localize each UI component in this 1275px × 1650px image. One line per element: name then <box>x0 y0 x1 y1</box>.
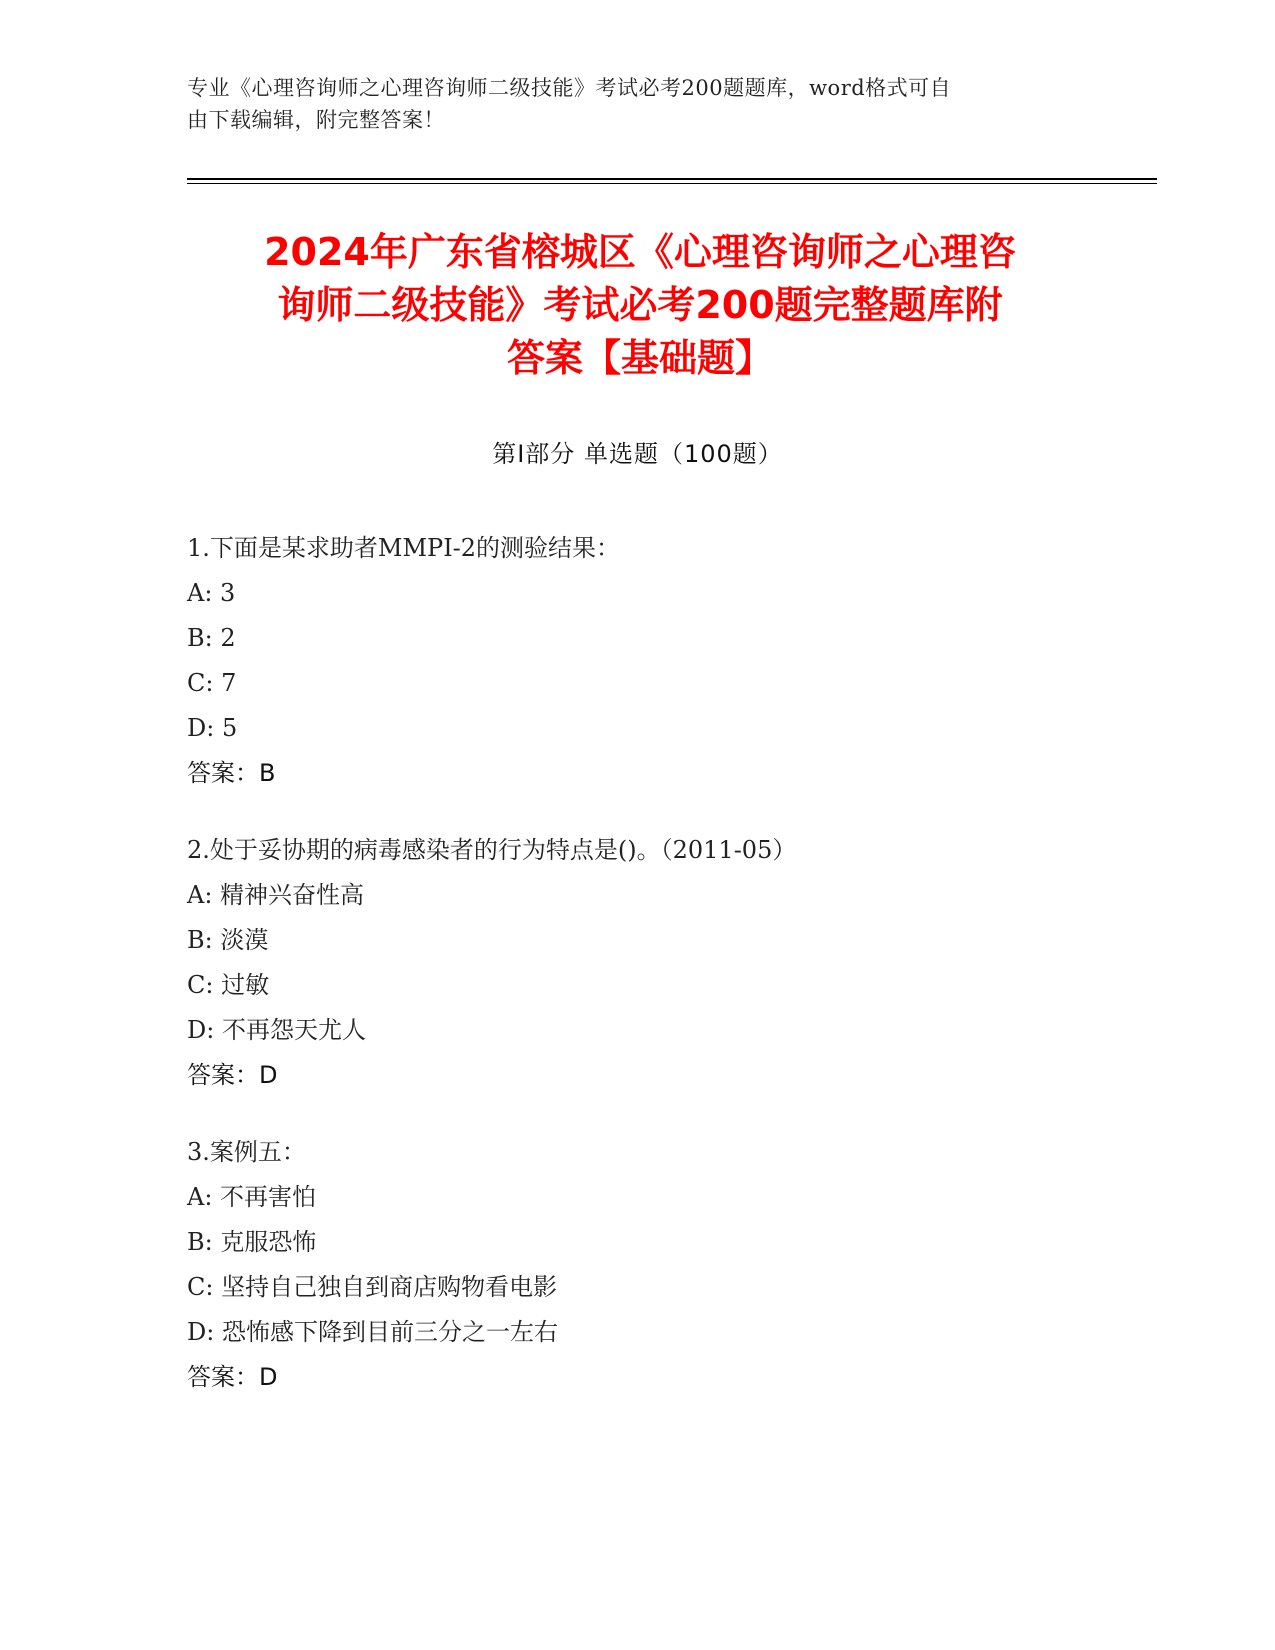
question-stem: 2.处于妥协期的病毒感染者的行为特点是()。（2011-05） <box>187 836 797 864</box>
answer-text: 答案：D <box>187 1363 278 1391</box>
question-3 <box>187 1130 1147 1400</box>
header-note-line-1: 专业《心理咨询师之心理咨询师二级技能》考试必考200题题库，word格式可自 <box>187 76 952 100</box>
option-b: B: 克服恐怖 <box>187 1228 317 1256</box>
option-c: C: 7 <box>187 669 237 697</box>
header-divider-thick <box>187 178 1157 180</box>
option-d: D: 恐怖感下降到目前三分之一左右 <box>187 1318 558 1346</box>
option-d: D: 不再怨天尤人 <box>187 1016 366 1044</box>
option-b: B: 淡漠 <box>187 926 269 954</box>
question-2 <box>187 828 1147 1098</box>
section-heading: 第Ⅰ部分 单选题（100题） <box>492 440 783 468</box>
answer-text: 答案：D <box>187 1061 278 1089</box>
option-b: B: 2 <box>187 624 236 652</box>
option-a: A: 精神兴奋性高 <box>187 881 365 909</box>
document-title-line-3: 答案【基础题】 <box>506 336 773 380</box>
question-stem: 1.下面是某求助者MMPI-2的测验结果： <box>187 534 621 562</box>
option-c: C: 过敏 <box>187 971 270 999</box>
option-a: A: 不再害怕 <box>187 1183 317 1211</box>
option-d: D: 5 <box>187 714 238 742</box>
option-a: A: 3 <box>187 579 236 607</box>
header-divider-thin <box>187 183 1157 184</box>
header-note-line-2: 由下载编辑，附完整答案！ <box>187 108 445 132</box>
question-list <box>187 526 1147 1432</box>
header-note <box>187 72 1087 136</box>
option-c: C: 坚持自己独自到商店购物看电影 <box>187 1273 558 1301</box>
answer-text: 答案：B <box>187 759 276 787</box>
document-title-line-2: 询师二级技能》考试必考200题完整题库附 <box>277 283 1003 327</box>
document-title <box>170 226 1110 385</box>
document-title-line-1: 2024年广东省榕城区《心理咨询师之心理咨 <box>264 230 1016 274</box>
question-stem: 3.案例五： <box>187 1138 306 1166</box>
question-1 <box>187 526 1147 796</box>
